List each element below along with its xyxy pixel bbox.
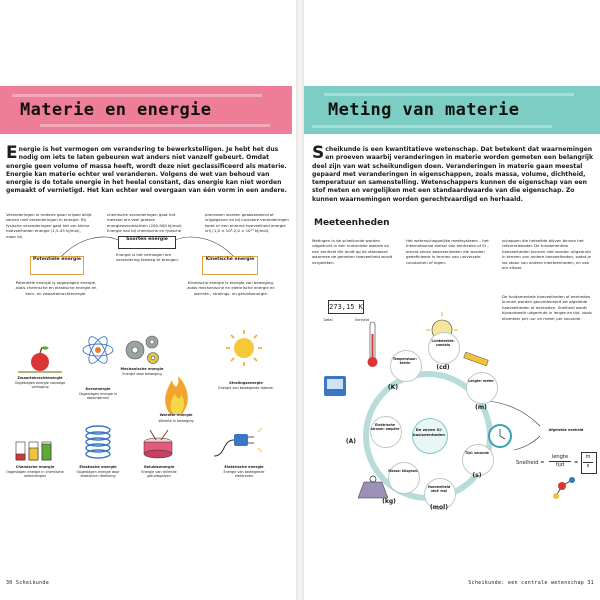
speed-formula	[516, 452, 600, 476]
body-column-2: Het wetenschappelijke meetsysteem – het Internationale stelsel van eenheden of SI – omvat zeven basiseenheden die worden gedefinieerd in termen van universele constanten of eigen-	[406, 238, 490, 265]
body-column-2: chemische veranderingen gaat het meestal om veel grotere energieoverdrachten (200-900 kJ/mol). Energie kan bij chemische en fysische	[107, 212, 183, 234]
page-footer: Scheikunde: een centrale wetenschap 31	[468, 580, 594, 586]
unit-numerator: m	[585, 454, 591, 460]
unit-symbol: (cd)	[436, 364, 450, 371]
unit-label: Massa: kilogram	[388, 469, 418, 473]
body-column-1: Veranderingen in materie gaan vrijwel altijd samen met veranderingen in energie. Bij fysische veranderingen gaat het om kleine hoeveelheden energie (1,5-45 kJ/mol), maar bij	[6, 212, 92, 239]
unit-label: Eenheid	[355, 318, 369, 322]
energy-item-title: Geluidsenergie	[143, 465, 175, 469]
intro-paragraph	[312, 143, 594, 204]
banner-streak	[40, 124, 270, 127]
unit-label: Lichtsterkte: candela	[431, 339, 455, 347]
body-column-3: processen worden geabsorbeerd of vrijgegeven en bij nucleaire veranderingen komt er een enorme hoeveelheid energie vrij (1,0 × 10⁸-2,0 × 10¹⁰ kJ/mol).	[205, 212, 289, 234]
energy-item-sub: Energie van bewegende fotonen	[218, 386, 274, 390]
body-column-1: Metingen in de scheikunde worden uitgedrukt in een numerieke waarde en een eenheid die duidt op de standaard waarmee de gemeten hoeveelheid wordt vergeleken.	[312, 238, 393, 265]
molecule-icon	[553, 477, 575, 499]
formula-equals: =	[574, 460, 579, 466]
potential-energy-box: Potentiële energie	[30, 256, 84, 275]
energy-definition: Energie is het vermogen om verandering teweeg te brengen.	[116, 252, 180, 263]
drop-cap: S	[312, 143, 325, 163]
page-footer: 30 Scheikunde	[6, 580, 50, 586]
derived-unit-label: Afgeleide eenheid	[548, 428, 584, 432]
title-banner	[304, 86, 600, 134]
energy-item-title: Mechanische energie	[120, 367, 164, 371]
thermometer-icon	[368, 322, 378, 367]
unit-label: Temperatuur: kelvin	[392, 357, 418, 365]
clock-icon	[489, 425, 511, 447]
energy-item-sub: Opgeslagen energie door elastische uitrekking	[76, 470, 120, 479]
unit-meter	[466, 372, 498, 404]
unit-symbol: (mol)	[430, 504, 448, 511]
banner-streak	[324, 93, 574, 96]
kinetic-energy-box: Kinetische energie	[202, 256, 258, 275]
unit-kilogram	[388, 462, 420, 494]
unit-kelvin	[390, 350, 422, 382]
banner-streak	[12, 94, 262, 97]
book-gutter	[296, 0, 304, 600]
formula-numerator: lengte	[551, 454, 569, 460]
energy-item-sub: Energie van bewegende elektronen	[223, 470, 265, 479]
unit-symbol: (s)	[472, 472, 482, 479]
apple-icon	[18, 346, 62, 372]
si-units-wheel	[304, 290, 600, 560]
energy-item-title: Warmte-energie	[159, 413, 193, 417]
spring-icon	[86, 426, 110, 458]
sample-measurement: 273,15 K	[328, 300, 364, 314]
energy-item-title: Elektrische energie	[224, 465, 264, 469]
energy-item-title: Stralingsenergie	[229, 381, 263, 385]
section-heading: Meeteenheden	[314, 218, 390, 228]
energy-item-title: Kernenergie	[85, 387, 111, 391]
drop-cap: E	[6, 143, 18, 163]
left-page	[0, 0, 296, 600]
intro-paragraph	[6, 143, 288, 196]
unit-symbol: (K)	[387, 384, 399, 391]
drum-icon	[144, 430, 172, 458]
energy-types-box: Soorten energie	[118, 236, 176, 249]
plug-icon	[214, 428, 262, 456]
sun-icon	[226, 330, 262, 366]
unit-ampere	[370, 416, 402, 448]
unit-denominator: s	[586, 463, 590, 469]
body-column-3: schappen die hetzelfde blijven binnen het referentiekader. De fundamentele hoeveelheden kunnen niet worden uitgedrukt in termen van andere hoeveelheden, zodat je los staan van andere meeteenheden, en ook om elkaar.	[502, 238, 592, 271]
page-title: Materie en energie	[20, 100, 212, 120]
gears-icon	[126, 336, 159, 364]
energy-item-sub: Energie van trillende geluidsgolven	[141, 470, 177, 479]
center-label: De zeven SI-basiseenheden	[412, 427, 446, 437]
ammeter-icon	[324, 376, 346, 396]
energy-item-sub: Energie door beweging	[122, 372, 162, 376]
banner-streak	[312, 125, 552, 128]
unit-candela	[428, 332, 460, 364]
energy-item-title: Zwaartekrachtenergie	[17, 376, 63, 380]
energy-item-sub: Opgeslagen energie in chemische verbindingen	[6, 470, 64, 479]
body-column-3b: De fundamentele hoeveelheden of eenheden kunnen worden gecombineerd tot afgeleide hoeveelheden of eenheden. Snelheid wordt bijvoorbeeld uitgedrukt in lengte en tijd, zoals kilometer per uur en meter per seconde.	[502, 294, 592, 321]
intro-text: cheikunde is een kwantitatieve wetenschap. Dat betekent dat waarnemingen en proeven waarbij veranderingen in materie worden gemeten een belangrijk deel zijn van wat scheikundigen doen. Veranderingen in materie gaan meestal gepaard met veranderingen in eigenschappen, zoals massa, volume, dichtheid, temperatuur en samenstelling. Wetenschappers kunnen de eigenschap van een stof meten en vergelijken met een standaardwaarde van die eigenschap. Zo kunnen waarnemingen worden gerechtvaardigd en herhaald.	[312, 146, 594, 203]
formula-left: Snelheid =	[516, 460, 545, 466]
unit-label: Hoeveelheid stof: mol	[427, 485, 451, 493]
number-label: Getal	[323, 318, 333, 322]
atom-icon	[83, 334, 113, 366]
batteries-icon	[16, 442, 51, 460]
unit-symbol: (m)	[475, 404, 487, 411]
energy-item-title: Elastische energie	[79, 465, 117, 469]
unit-label: Tijd: seconde	[465, 451, 489, 455]
formula-denominator: tijd	[555, 462, 565, 468]
title-banner	[0, 86, 292, 134]
energy-item-sub: Opgeslagen energie vanwege verhoging	[14, 381, 66, 390]
kinetic-energy-text: Kinetische energie is energie van beweging, zoals mechanische en elektrische energie en warmte-, stralings- en geluidsenergie.	[187, 280, 275, 296]
flame-icon	[165, 376, 188, 414]
page-title: Meting van materie	[328, 100, 520, 120]
unit-symbol: (kg)	[382, 498, 396, 505]
energy-item-sub: Warmte in beweging	[158, 419, 194, 423]
tape-measure-icon	[464, 352, 489, 366]
energy-item-sub: Opgeslagen energie in atoomkernen	[78, 392, 118, 401]
unit-label: Lengte: meter	[468, 379, 494, 383]
unit-symbol: (A)	[345, 438, 357, 445]
energy-item-title: Chemische energie	[15, 465, 55, 469]
right-page	[304, 0, 600, 600]
intro-text: nergie is het vermogen om verandering te bewerkstelligen. Je hebt het dus nodig om iets te laten gebeuren wat anders niet vanzelf gebeurt. Omdat energie geen volume of massa heeft, wordt deze niet geclassificeerd als materie. Energie kan materie echter wel veranderen. Volgens de wet van behoud van energie is de totale energie in het heelal constant, das energie kan niet worden gemaakt of vernietigd. Het kan echter wel overgaan van één vorm in een andere.	[6, 146, 287, 195]
potential-energy-text: Potentiële energie is opgeslagen energie, zoals chemische en elastische energie en kern- en zwaartekrachtenergie.	[15, 280, 97, 296]
unit-label: Elektrische stroom: ampère	[370, 423, 400, 431]
